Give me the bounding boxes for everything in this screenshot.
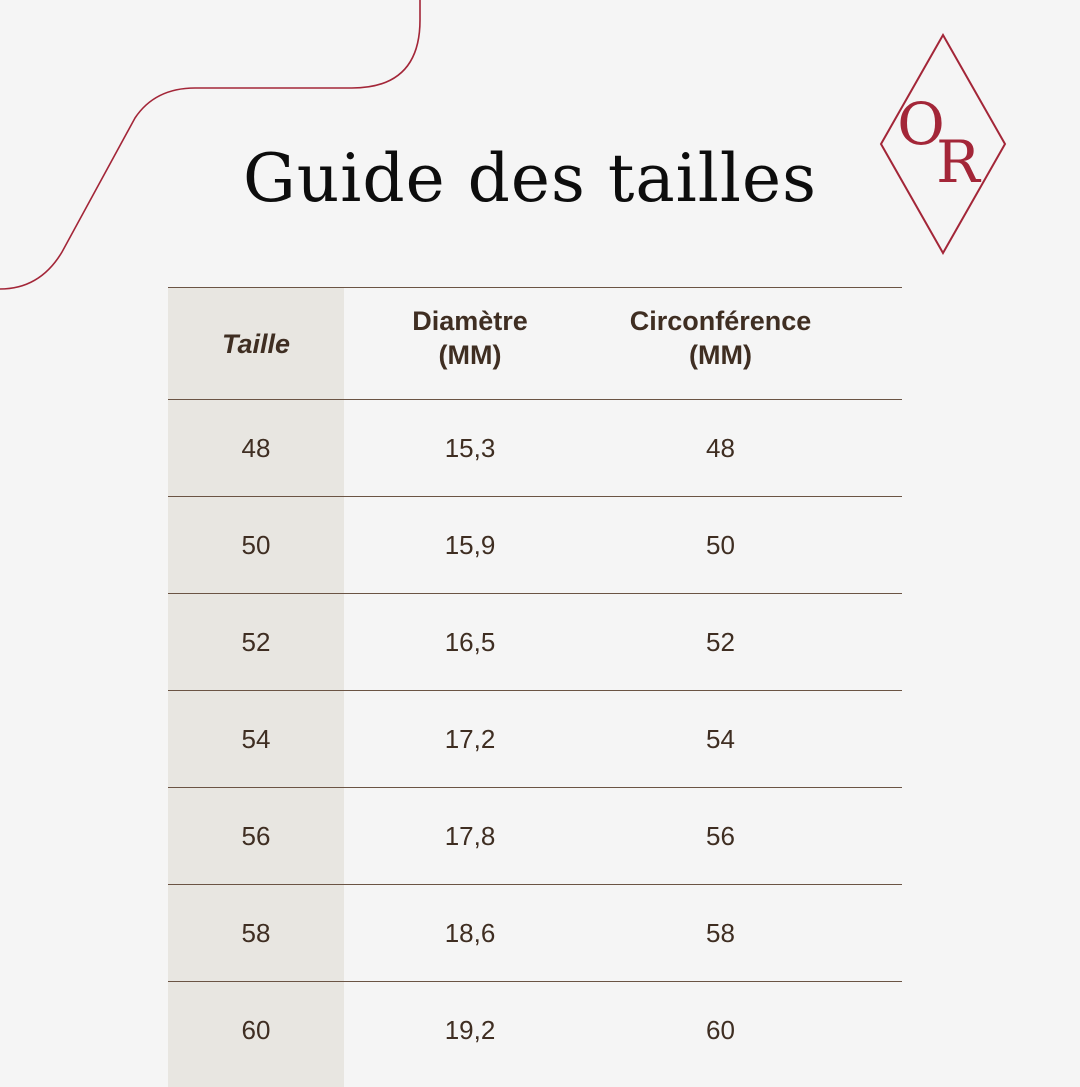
- cell-size: 56: [241, 820, 271, 851]
- header-diameter-line1: Diamètre: [412, 306, 528, 336]
- header-diameter-line2: (MM): [438, 340, 502, 370]
- table-row: [168, 593, 902, 690]
- header-circumference-line1: Circonférence: [629, 306, 812, 336]
- cell-diameter: 19,2: [444, 1014, 496, 1045]
- cell-diameter: 16,5: [444, 626, 496, 657]
- cell-diameter: 17,2: [444, 723, 496, 754]
- cell-size: 52: [241, 626, 271, 657]
- logo-letter-o: O: [897, 90, 945, 158]
- cell-diameter: 18,6: [444, 917, 496, 948]
- cell-diameter: 15,3: [444, 432, 496, 463]
- cell-circumference: 50: [706, 529, 735, 560]
- table-row: [168, 496, 902, 593]
- cell-diameter: 17,8: [444, 820, 496, 851]
- header-circumference: [598, 288, 843, 399]
- table-row: [168, 399, 902, 496]
- cell-circumference: 48: [706, 432, 735, 463]
- table-row: [168, 884, 902, 981]
- cell-diameter: 15,9: [444, 529, 496, 560]
- cell-size: 50: [241, 529, 271, 560]
- cell-size: 60: [241, 1014, 271, 1045]
- cell-size: 54: [241, 723, 271, 754]
- cell-circumference: 60: [706, 1014, 735, 1045]
- page-title: Guide des tailles: [243, 140, 817, 217]
- cell-circumference: 58: [706, 917, 735, 948]
- table-header-row: [168, 287, 902, 399]
- table-row: [168, 690, 902, 787]
- cell-size: 48: [241, 432, 271, 463]
- cell-circumference: 54: [706, 723, 735, 754]
- cell-circumference: 52: [706, 626, 735, 657]
- cell-circumference: 56: [706, 820, 735, 851]
- header-circumference-line2: (MM): [689, 340, 752, 370]
- size-guide-table: [168, 287, 902, 1078]
- logo-letter-r: R: [936, 128, 980, 196]
- header-size: Taille: [221, 328, 291, 359]
- header-diameter: [382, 288, 558, 399]
- cell-size: 58: [241, 917, 271, 948]
- table-row: [168, 787, 902, 884]
- table-row: [168, 981, 902, 1078]
